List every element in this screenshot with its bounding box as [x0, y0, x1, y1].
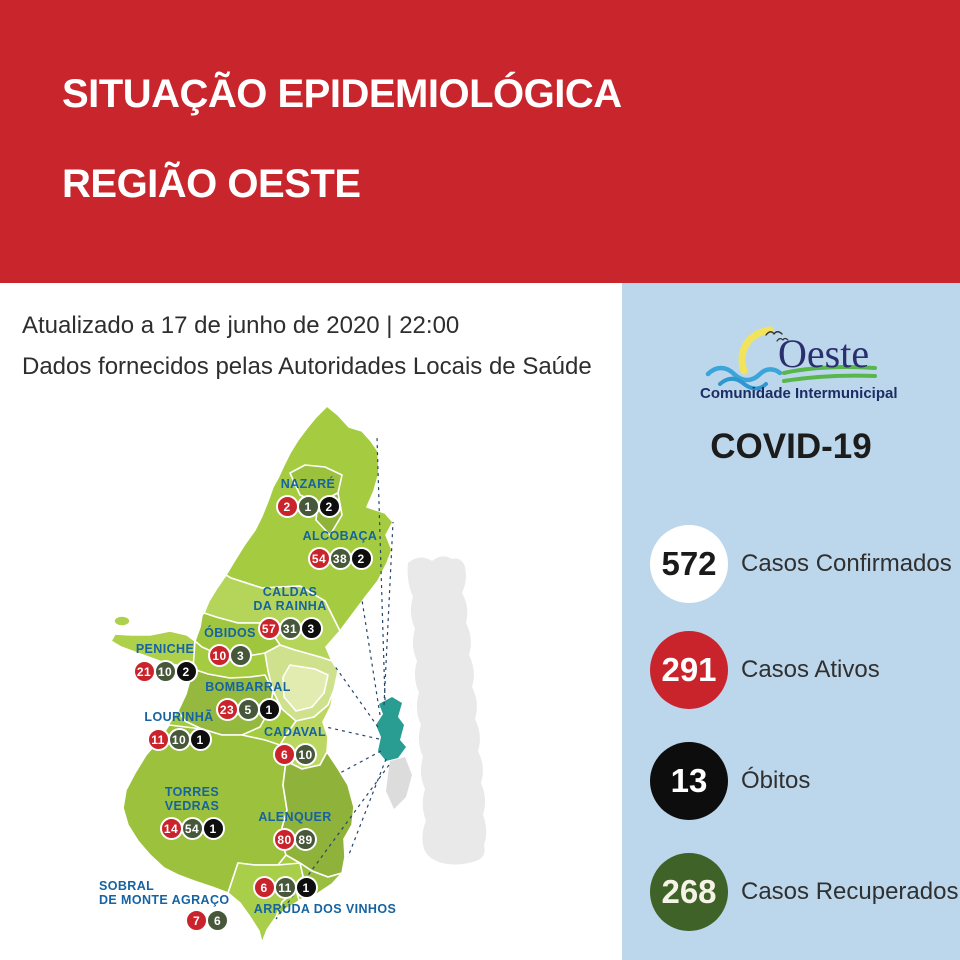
green-line-icon [784, 376, 875, 381]
municipality-name-line1: SOBRAL [99, 879, 155, 893]
recovered-cases-badge: 5 [237, 698, 260, 721]
case-badges [238, 495, 378, 518]
stat-confirmed [650, 525, 952, 603]
update-date-line: Atualizado a 17 de junho de 2020 | 22:00 [22, 312, 460, 339]
case-badges [99, 909, 269, 932]
municipality-name: ALCOBAÇA [302, 529, 378, 543]
active-cases-badge: 6 [273, 743, 296, 766]
sun-arc-icon [742, 330, 770, 371]
recovered-cases-badge: 89 [294, 828, 317, 851]
stat-recovered [650, 853, 958, 931]
municipality-name: LOURINHÃ [144, 710, 214, 724]
municipality-alenquer [225, 810, 365, 851]
recovered-cases-badge: 6 [206, 909, 229, 932]
active-cases-badge: 10 [208, 644, 231, 667]
municipality-name: PENICHE [135, 642, 195, 656]
portugal-silhouette [408, 556, 487, 864]
active-cases-badge: 6 [253, 876, 276, 899]
update-source-line: Dados fornecidos pelas Autoridades Locais de Saúde [22, 353, 592, 380]
deaths-badge: 1 [202, 817, 225, 840]
recovered-cases-badge: 38 [329, 547, 352, 570]
recovered-label: Casos Recuperados [741, 878, 959, 905]
oeste-logo [700, 323, 898, 405]
recovered-cases-badge: 10 [168, 728, 191, 751]
municipality-name-line1: TORRES [164, 785, 220, 799]
update-info [22, 305, 592, 387]
deaths-badge: 1 [258, 698, 281, 721]
municipality-name: ÓBIDOS [204, 626, 256, 640]
municipality-name-line2: VEDRAS [164, 799, 220, 813]
case-badges [225, 828, 365, 851]
deaths-badge: 2 [318, 495, 341, 518]
lisbon-peninsula-shadow [386, 757, 412, 809]
deaths-badge: 1 [189, 728, 212, 751]
municipality-name: ALENQUER [258, 810, 332, 824]
berlengas-island [114, 616, 130, 626]
deaths-label: Óbitos [741, 767, 811, 794]
municipality-name-line2: DA RAINHA [253, 599, 327, 613]
municipality-peniche [95, 642, 235, 683]
municipality-alcobaca [270, 529, 410, 570]
recovered-count-circle: 268 [650, 853, 728, 931]
recovered-cases-badge: 3 [229, 644, 252, 667]
stat-active [650, 631, 880, 709]
logo-wordmark: Oeste [778, 331, 870, 376]
active-cases-badge: 14 [160, 817, 183, 840]
confirmed-count-circle: 572 [650, 525, 728, 603]
case-badges [225, 743, 365, 766]
case-badges [270, 547, 410, 570]
oeste-region-map [90, 395, 620, 955]
deaths-badge: 3 [300, 617, 323, 640]
municipality-name-line1: CALDAS [262, 585, 318, 599]
municipality-name: NAZARÉ [280, 477, 336, 491]
logo-subtitle: Comunidade Intermunicipal [700, 385, 898, 402]
active-cases-badge: 11 [147, 728, 170, 751]
municipality-cadaval [225, 725, 365, 766]
stat-deaths [650, 742, 810, 820]
deaths-badge: 2 [175, 660, 198, 683]
deaths-badge: 1 [295, 876, 318, 899]
panel-title: COVID-19 [710, 427, 872, 466]
recovered-cases-badge: 10 [154, 660, 177, 683]
recovered-cases-badge: 31 [279, 617, 302, 640]
confirmed-label: Casos Confirmados [741, 550, 952, 577]
active-cases-badge: 57 [258, 617, 281, 640]
active-cases-badge: 2 [276, 495, 299, 518]
recovered-cases-badge: 1 [297, 495, 320, 518]
header-banner [0, 0, 960, 283]
active-cases-badge: 80 [273, 828, 296, 851]
page-title-line1: SITUAÇÃO EPIDEMIOLÓGICA [62, 72, 622, 116]
deaths-badge: 2 [350, 547, 373, 570]
municipality-nazare [238, 477, 378, 518]
active-count-circle: 291 [650, 631, 728, 709]
recovered-cases-badge: 11 [274, 876, 297, 899]
active-cases-badge: 7 [185, 909, 208, 932]
municipality-name: ARRUDA DOS VINHOS [253, 902, 397, 916]
page-title-line2: REGIÃO OESTE [62, 162, 361, 206]
municipality-name: BOMBARRAL [205, 680, 291, 694]
municipality-sobral-de-monte-agraco [99, 879, 269, 932]
recovered-cases-badge: 54 [181, 817, 204, 840]
active-label: Casos Ativos [741, 656, 880, 683]
recovered-cases-badge: 10 [294, 743, 317, 766]
municipality-name: CADAVAL [263, 725, 327, 739]
municipality-name-line2: DE MONTE AGRAÇO [99, 893, 230, 907]
deaths-count-circle: 13 [650, 742, 728, 820]
stats-panel [622, 283, 960, 960]
active-cases-badge: 54 [308, 547, 331, 570]
active-cases-badge: 23 [216, 698, 239, 721]
active-cases-badge: 21 [133, 660, 156, 683]
